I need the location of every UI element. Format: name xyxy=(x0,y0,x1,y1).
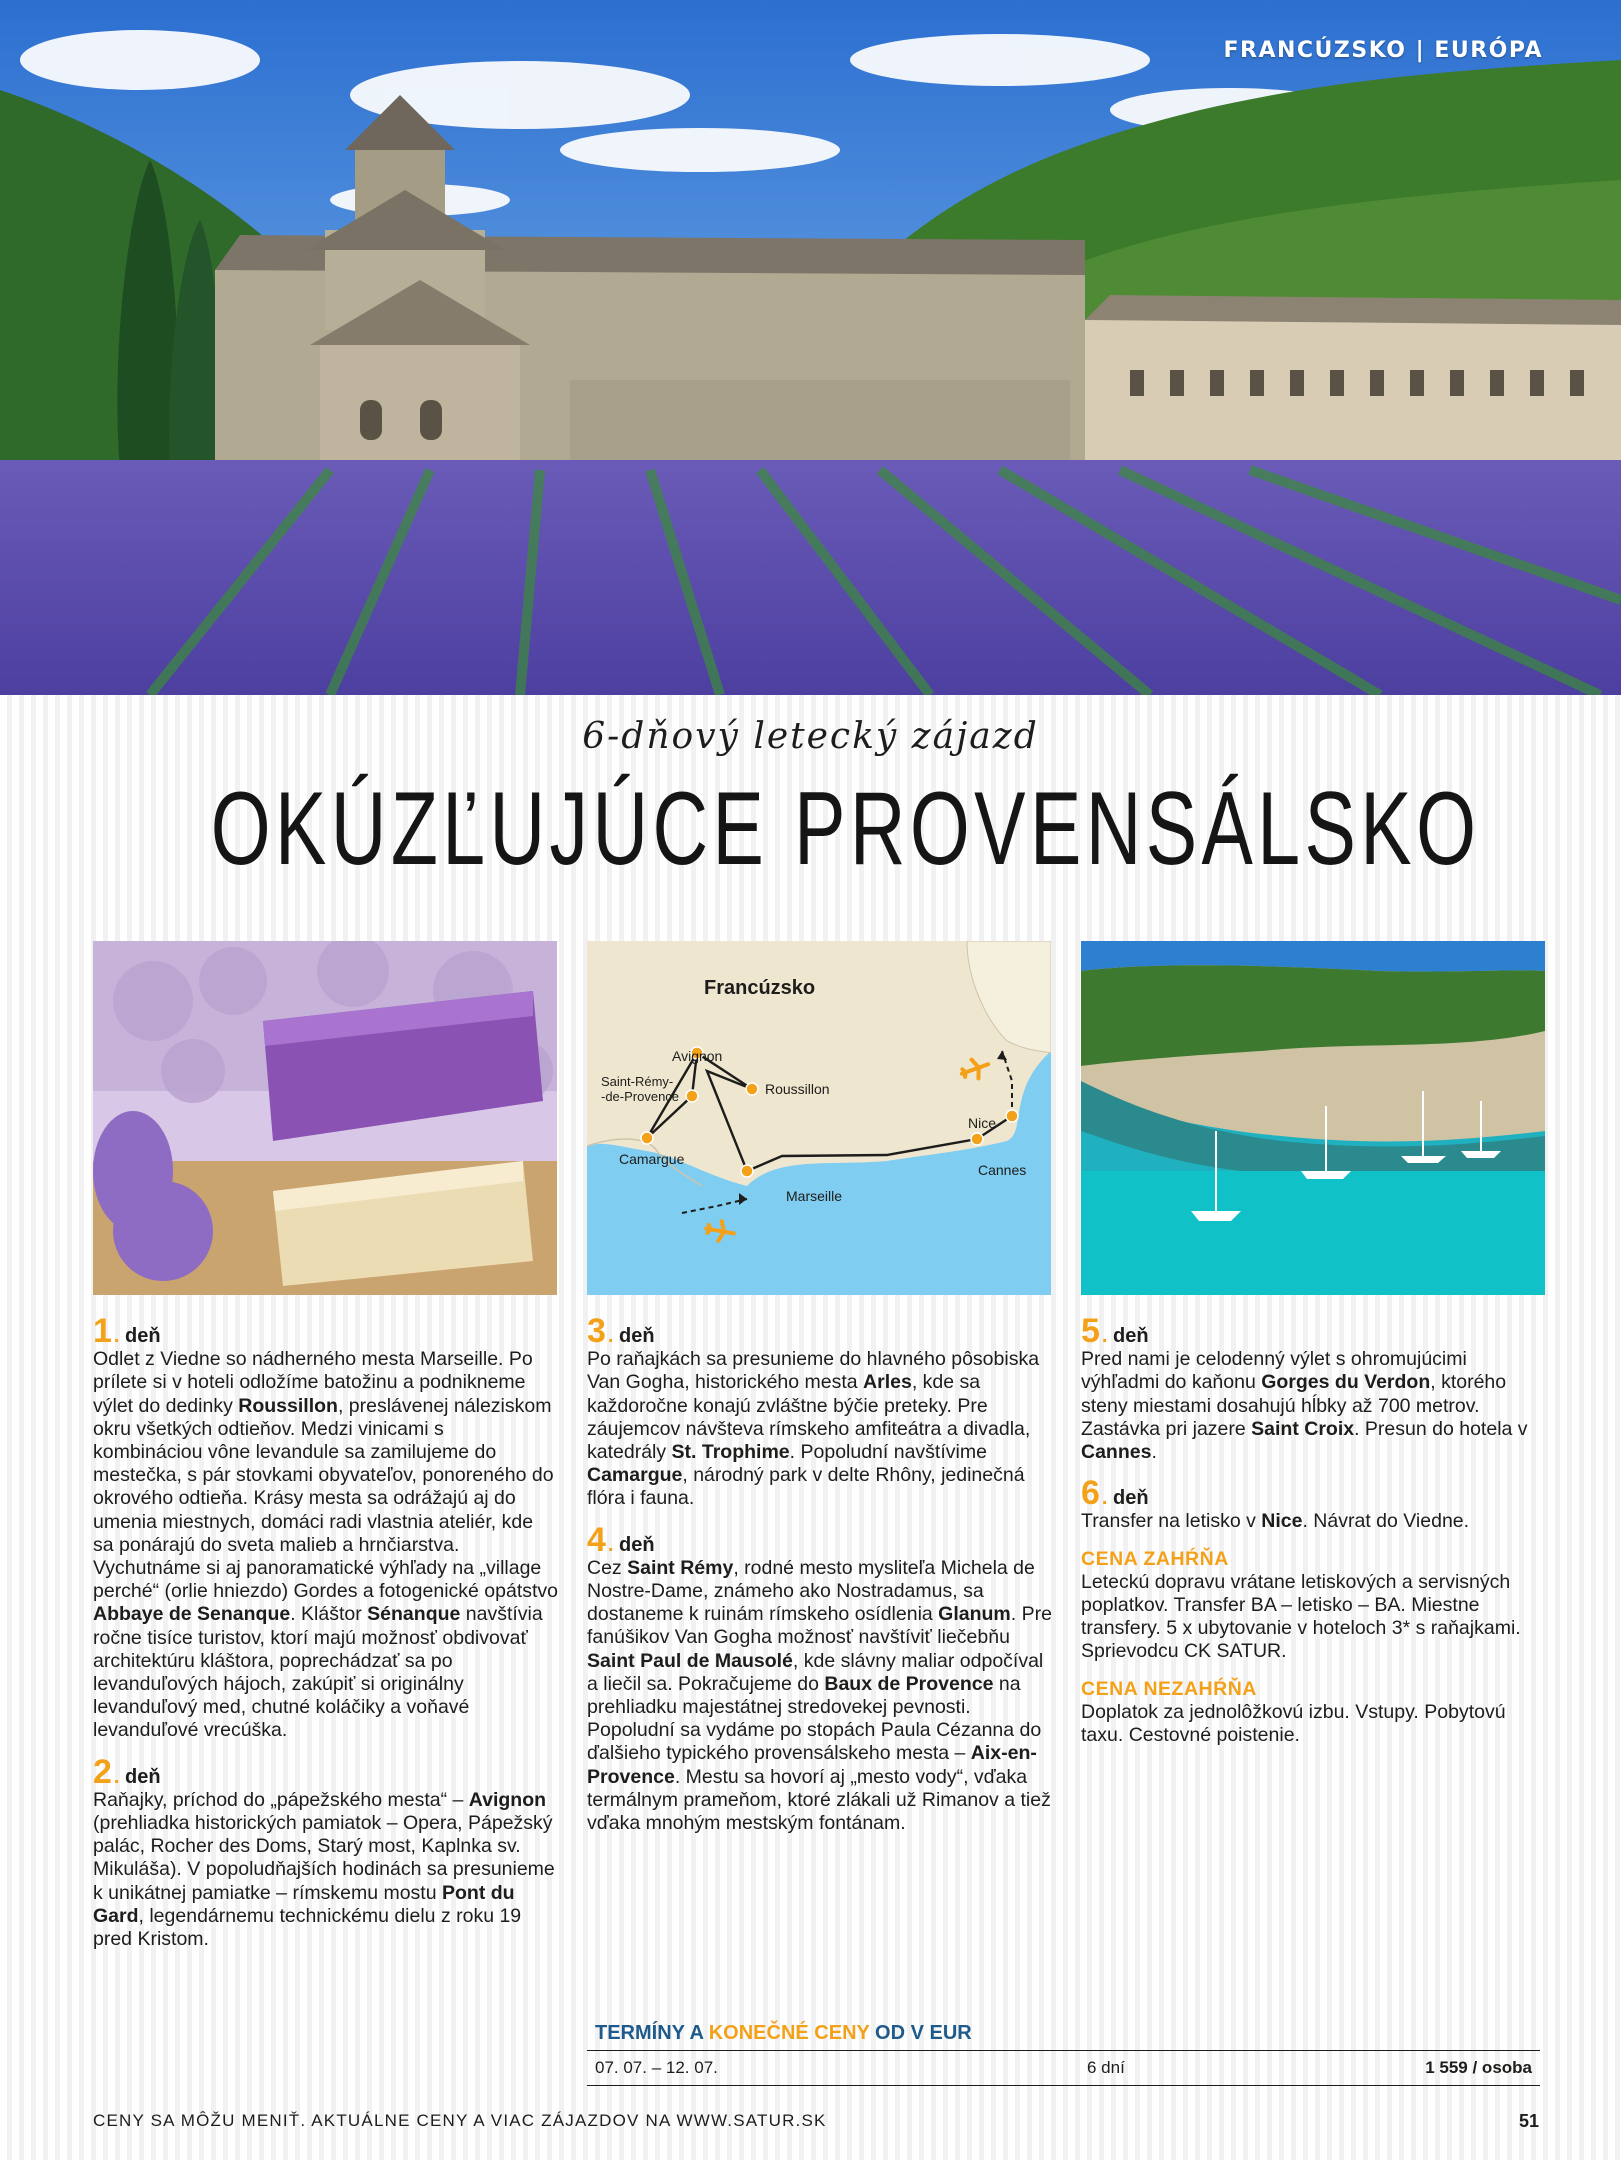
highlighted-place: Glanum xyxy=(938,1603,1011,1626)
day-6-number: 6 xyxy=(1081,1474,1100,1513)
highlighted-place: Camargue xyxy=(587,1464,683,1487)
day-3-label: deň xyxy=(619,1325,655,1347)
price-excluded-text: Doplatok za jednolôžkovú izbu. Vstupy. Pobytovú taxu. Cestovné poistenie. xyxy=(1081,1700,1506,1747)
highlighted-place: Gorges du Verdon xyxy=(1261,1371,1431,1394)
day-5-text: Pred nami je celodenný výlet s ohromujúcimi výhľadmi do kaňonu Gorges du Verdon, ktorého steny miestami dosahujú hĺbky až 700 metrov. Zastávka pri jazere Saint Croix. Presun do hotela v Cannes. xyxy=(1081,1348,1528,1464)
highlighted-place: Cannes xyxy=(1081,1441,1152,1464)
price-included-text: Leteckú dopravu vrátane letiskových a servisných poplatkov. Transfer BA – letisko – BA. Miestne transfery. 5 x ubytovanie v hoteloch 3* s raňajkami. Sprievodcu CK SATUR. xyxy=(1081,1570,1521,1663)
map-label-avignon: Avignon xyxy=(672,1048,723,1064)
term-dates: 07. 07. – 12. 07. xyxy=(595,2058,718,2077)
day-6-heading: 6 . deň xyxy=(1081,1474,1149,1513)
highlighted-place: Pont du Gard xyxy=(93,1881,515,1927)
day-4-text: Cez Saint Rémy, rodné mesto mysliteľa Michela de Nostre-Dame, známeho ako Nostradamus, sa dostaneme k ruinám rímskeho osídlenia Glanum. Pre fanúšikov Van Gogha možnosť navštíviť liečebňu Saint Paul de Mausolé, kde slávny maliar odpočíval a liečil sa. Pokračujeme do Baux de Provence na prehliadku majestátnej stredovekej pevnosti. Popoludní sa vydáme po stopách Paula Cézanna do ďalšieho typického provensálskeho mesta – Aix-en-Provence. Mestu sa hovorí aj „mesto vody“, vďaka termálnym prameňom, ktoré zlákali už Rimanov a tiež vďaka mnohým mestským fontánam. xyxy=(587,1556,1052,1835)
highlighted-place: Roussillon xyxy=(238,1394,338,1417)
footer-note: CENY SA MÔŽU MENIŤ. AKTUÁLNE CENY A VIAC ZÁJAZDOV NA WWW.SATUR.SK xyxy=(93,2111,827,2130)
page-number: 51 xyxy=(1518,2111,1539,2131)
hero-photo xyxy=(0,0,1621,695)
day-3-number: 3 xyxy=(587,1312,606,1350)
highlighted-place: Nice xyxy=(1261,1510,1303,1533)
day-2-number: 2 xyxy=(93,1752,112,1791)
highlighted-place: Aix-en-Provence xyxy=(587,1742,1037,1788)
price-included-title: CENA ZAHŔŇA xyxy=(1081,1547,1229,1570)
day-3-text: Po raňajkách sa presunieme do hlavného pôsobiska Van Gogha, historického mesta Arles, kde sa každoročne konajú zvláštne býčie preteky. Pre záujemcov návšteva rímskeho amfiteátra a divadla, katedrály St. Trophime. Popoludní navštívime Camargue, národný park v delte Rhôny, jedinečná flóra i fauna. xyxy=(587,1348,1040,1510)
page-title: OKÚZĽUJÚCE PROVENSÁLSKO xyxy=(210,771,1481,887)
day-4-heading: 4 . deň xyxy=(587,1520,655,1559)
column-3 xyxy=(1081,1312,1546,1761)
terms-row xyxy=(587,2050,1540,2086)
day-5-heading: 5 . deň xyxy=(1081,1312,1149,1350)
abbey-lavender-illustration xyxy=(0,0,1621,695)
day-1-number: 1 xyxy=(93,1312,112,1350)
day-4-label: deň xyxy=(619,1533,655,1556)
day-6-label: deň xyxy=(1113,1487,1149,1510)
day-1-text: Odlet z Viedne so nádherného mesta Marseille. Po prílete si v hoteli odložíme batožinu a podnikneme výlet do dedinky Roussillon, preslávenej náleziskom okru všetkých odtieňov. Medzi vinicami s kombináciou vône levandule sa zamilujeme do mestečka, s pár stovkami obyvateľov, ponoreného do okrového odtieňa. Krásy mesta sa odrážajú aj do umenia miestnych, domáci radi vlastnia ateliér, kde sa ponárajú do sveta malieb a hrnčiarstva. Vychutnáme si aj panoramatické výhľady na „village perché“ (orlie hniezdo) Gordes a fotogenické opátstvo Abbaye de Senanque. Kláštor Sénanque navštívia ročne tisíce turistov, ktorí majú možnosť obdivovať architektúru kláštora, poprechádzať sa po levanduľových hájoch, zakúpiť si originálny levanduľový med, chutné koláčiky a voňavé levanduľové vrecúška. xyxy=(93,1348,559,1742)
highlighted-place: Saint Croix xyxy=(1251,1417,1355,1440)
map-label-marseille: Marseille xyxy=(786,1188,843,1204)
highlighted-place: St. Trophime xyxy=(671,1441,790,1464)
highlighted-place: Baux de Provence xyxy=(824,1672,994,1695)
map-label-nice: Nice xyxy=(968,1115,997,1131)
marseille-marker xyxy=(741,1165,753,1177)
day-2-label: deň xyxy=(125,1765,161,1788)
day-6-text: Transfer na letisko v Nice. Návrat do Viedne. xyxy=(1081,1510,1470,1533)
highlighted-place: Abbaye de Senanque xyxy=(93,1603,291,1626)
term-price: 1 559 / osoba xyxy=(1425,2058,1532,2077)
region-tag: FRANCÚZSKO | EURÓPA xyxy=(1223,38,1543,63)
cannes-marker xyxy=(971,1133,983,1145)
map-label-camargue: Camargue xyxy=(619,1151,685,1167)
lavender-soap-photo xyxy=(93,941,557,1295)
nice-marker xyxy=(1006,1110,1018,1122)
map-label-roussillon: Roussillon xyxy=(765,1081,830,1097)
map-label-saint-remy-1: Saint-Rémy- xyxy=(601,1074,674,1089)
day-3-heading: 3 . deň xyxy=(587,1312,655,1350)
provence-map xyxy=(587,941,1051,1295)
roussillon-marker xyxy=(746,1083,758,1095)
column-1 xyxy=(93,1312,559,1965)
highlighted-place: Avignon xyxy=(468,1788,547,1811)
saint-remy-marker xyxy=(686,1090,698,1102)
highlighted-place: Saint Rémy xyxy=(627,1556,734,1579)
map-label-cannes: Cannes xyxy=(978,1162,1027,1178)
route-map xyxy=(587,941,1051,1295)
day-4-number: 4 xyxy=(587,1520,606,1559)
highlighted-place: Sénanque xyxy=(367,1603,461,1626)
highlighted-place: Arles xyxy=(863,1371,912,1394)
day-2-heading: 2 . deň xyxy=(93,1752,161,1791)
column-2 xyxy=(587,1312,1052,1849)
day-2-text: Raňajky, príchod do „pápežského mesta“ – Avignon (prehliadka historických pamiatok – Opera, Pápežský palác, Rocher des Doms, Starý most, Kaplnka sv. Mikuláša). V popoludňajších hodinách sa presunieme k unikátnej pamiatke – rímskemu mostu Pont du Gard, legendárnemu technickému dielu z roku 19 pred Kristom. xyxy=(93,1788,555,1951)
map-country-label: Francúzsko xyxy=(704,977,816,999)
day-1-heading: 1 . deň xyxy=(93,1312,161,1350)
term-duration: 6 dní xyxy=(1087,2058,1125,2077)
map-label-saint-remy-2: -de-Provence xyxy=(601,1089,680,1104)
day-1-label: deň xyxy=(125,1325,161,1347)
day-5-number: 5 xyxy=(1081,1312,1100,1350)
price-excluded-title: CENA NEZAHŔŇA xyxy=(1081,1677,1257,1700)
terms-title: TERMÍNY A KONEČNÉ CENY OD V EUR xyxy=(595,2022,972,2044)
calanque-bay-photo xyxy=(1081,941,1545,1295)
highlighted-place: Saint Paul de Mausolé xyxy=(587,1649,793,1672)
trip-subtitle: 6-dňový letecký zájazd xyxy=(582,716,1039,757)
camargue-marker xyxy=(641,1132,653,1144)
day-5-label: deň xyxy=(1113,1325,1149,1347)
